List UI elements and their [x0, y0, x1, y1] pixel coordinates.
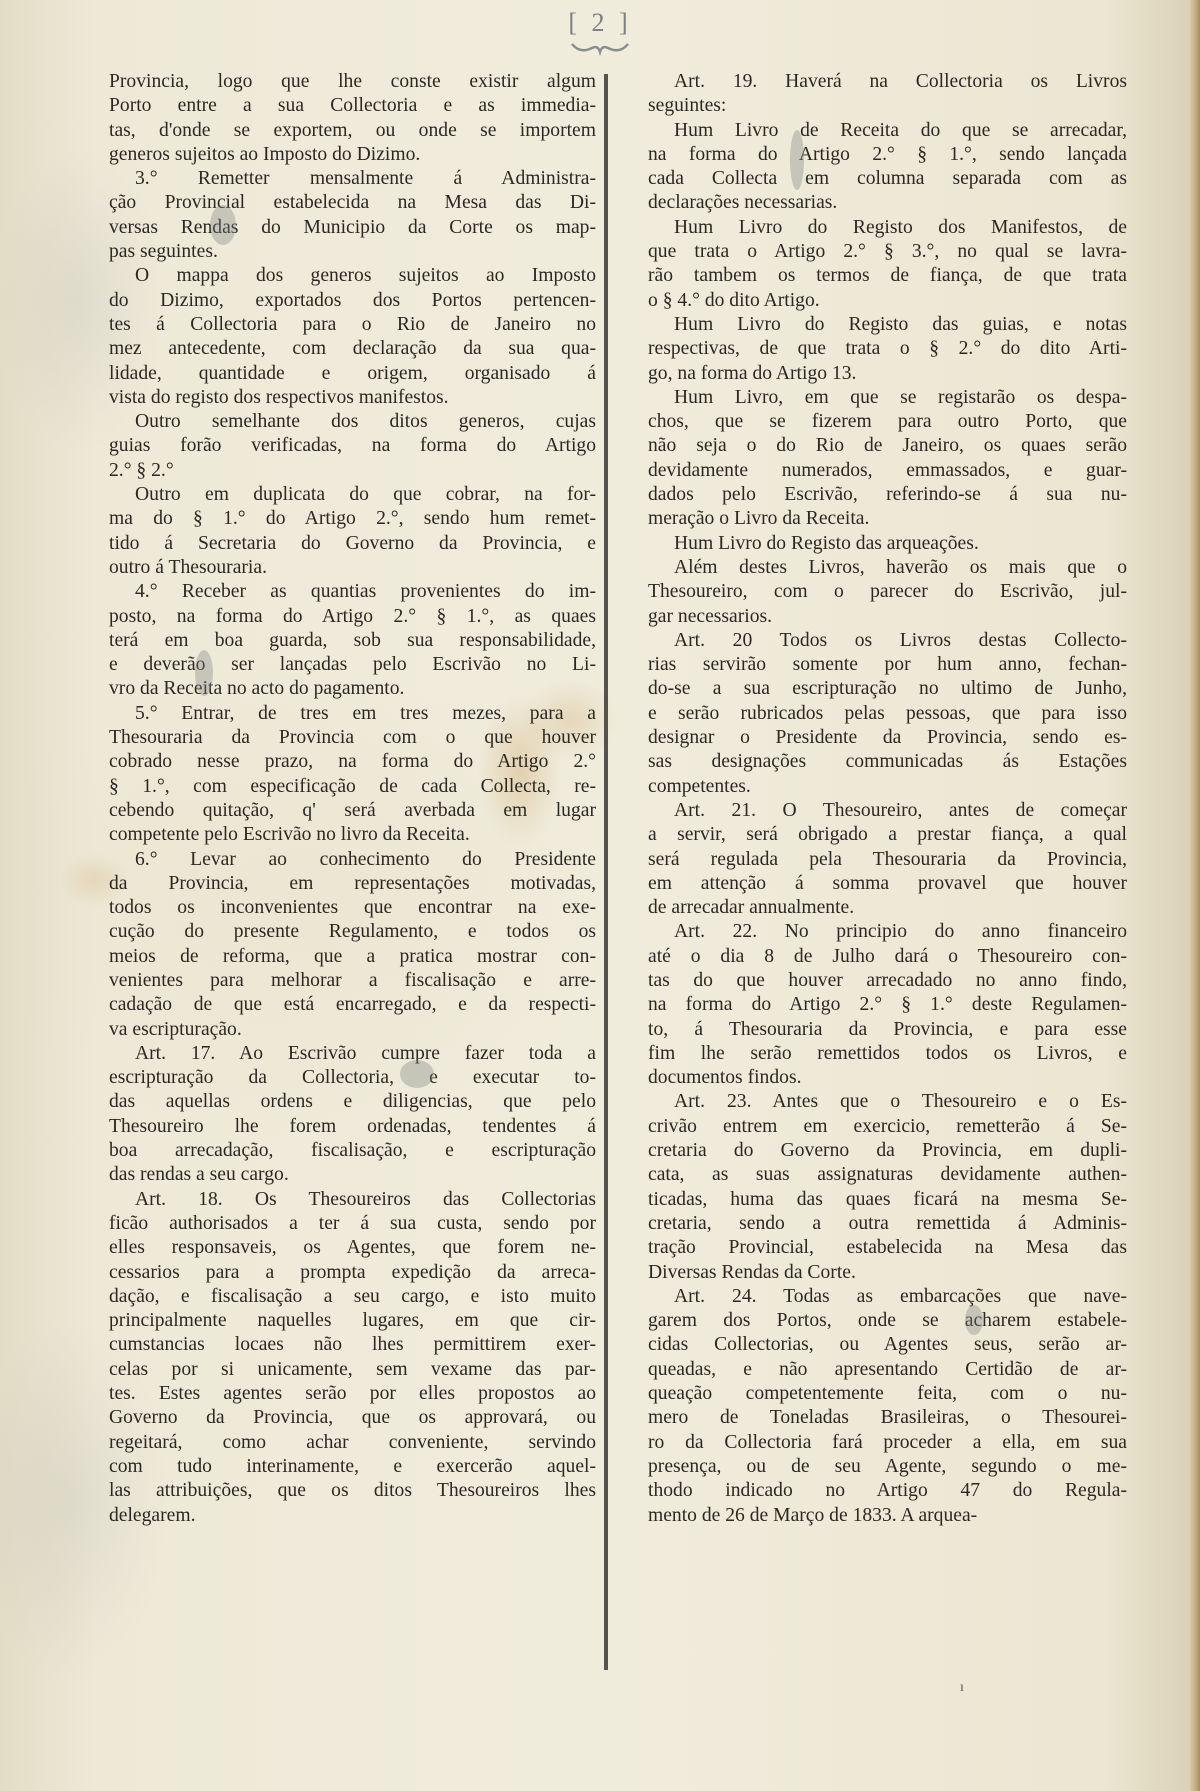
paragraph [83, 1042, 596, 1188]
text-line: Thesoureiro lhe forem ordenadas, tendentes á [109, 1115, 596, 1137]
text-line: escripturação da Collectoria, e executar to- [109, 1067, 596, 1089]
text-line: Art. 17. Ao Escrivão cumpre fazer toda a [135, 1042, 596, 1064]
text-line: competentes. [648, 775, 751, 797]
text-line: cada Collecta em columna separada com as [648, 168, 1127, 190]
paragraph [622, 1285, 1127, 1528]
text-line: va escripturação. [109, 1018, 242, 1040]
text-line: Thesoureiro, com o parecer do Escrivão, jul- [648, 581, 1127, 603]
text-line: tes á Collectoria para o Rio de Janeiro no [109, 313, 596, 335]
text-line: ma do § 1.° do Artigo 2.°, sendo hum remet- [109, 508, 596, 530]
footer-mark: ı [960, 1680, 964, 1695]
text-line: sas designações communicadas ás Estações [648, 751, 1127, 773]
paragraph [622, 532, 1127, 556]
text-line: 3.° Remetter mensalmente á Administra- [135, 168, 596, 190]
text-line: § 1.°, com especificação de cada Collecta, re- [109, 775, 596, 797]
text-line: rão tambem os termos de fiança, de que trata [648, 265, 1127, 287]
text-line: queação competentemente feita, com o nu- [648, 1383, 1127, 1405]
text-line: meração o Livro da Receita. [648, 508, 870, 530]
text-line: Thesouraria da Provincia com o que houver [109, 727, 596, 749]
text-line: 4.° Receber as quantias provenientes do im- [135, 581, 596, 603]
text-line: não seja o do Rio de Janeiro, os quaes serão [648, 435, 1127, 457]
text-line: e deverão ser lançadas pelo Escrivão no Li- [109, 654, 596, 676]
paragraph [622, 556, 1127, 629]
text-line: elles responsaveis, os Agentes, que forem ne- [109, 1237, 596, 1259]
text-line: 5.° Entrar, de tres em tres mezes, para a [135, 702, 596, 724]
text-line: crivão entrem em exercicio, remetterão á Se- [648, 1115, 1127, 1137]
text-line: Art. 23. Antes que o Thesoureiro e o Es- [674, 1091, 1127, 1113]
text-line: 2.° § 2.° [109, 459, 174, 481]
text-line: guias forão verificadas, na forma do Artigo [109, 435, 596, 457]
paragraph [622, 386, 1127, 532]
text-line: tas do que houver arrecadado no anno findo, [648, 969, 1127, 991]
text-line: cidas Collectorias, ou Agentes seus, serão ar- [648, 1334, 1127, 1356]
text-line: queadas, e não apresentando Certidão de ar- [648, 1358, 1127, 1380]
text-line: declarações necessarias. [648, 192, 838, 214]
text-line: designar o Presidente da Provincia, sendo es- [648, 727, 1127, 749]
text-line: Governo da Provincia, que os approvará, ou [109, 1407, 596, 1429]
page-number: [ 2 ] [568, 8, 632, 37]
text-line: Hum Livro, em que se registarão os despa- [674, 386, 1127, 408]
text-line: Provincia, logo que lhe conste existir algum [109, 71, 596, 92]
text-line: Porto entre a sua Collectoria e as immedia- [109, 95, 596, 117]
text-line: dação, e fiscalisação a seu cargo, e isto muito [109, 1285, 596, 1307]
text-line: pas seguintes. [109, 241, 218, 263]
text-line: O mappa dos generos sujeitos ao Imposto [135, 265, 596, 287]
water-stain [210, 205, 236, 245]
paragraph [83, 1188, 596, 1528]
text-line: boa arrecadação, fiscalisação, e escripturação [109, 1140, 596, 1162]
text-line: Outro em duplicata do que cobrar, na for- [135, 484, 596, 506]
text-line: na forma do Artigo 2.° § 1.° deste Regulamen- [648, 994, 1127, 1016]
text-line: cobrado nesse prazo, na forma do Artigo 2.° [109, 751, 596, 773]
text-line: das aquellas ordens e diligencias, que pelo [109, 1091, 596, 1113]
text-line: tas, d'onde se exportem, ou onde se importem [109, 119, 596, 141]
paragraph [83, 702, 596, 848]
paragraph [622, 920, 1127, 1090]
text-line: devidamente numerados, emmassados, e guar- [648, 459, 1127, 481]
text-line: ção Provincial estabelecida na Mesa das Di- [109, 192, 596, 214]
text-line: vista do registo dos respectivos manifestos. [109, 386, 449, 408]
text-line: seguintes: [648, 95, 727, 117]
text-line: cretaria, sendo a outra remettida á Adminis- [648, 1212, 1127, 1234]
page-edge-foxing [1190, 0, 1200, 1791]
paragraph [83, 580, 596, 701]
water-stain [965, 1305, 983, 1335]
text-line: go, na forma do Artigo 13. [648, 362, 857, 384]
text-line: da Provincia, em representações motivadas, [109, 872, 596, 894]
text-line: lidade, quantidade e origem, organisado á [109, 362, 596, 384]
text-line: Art. 21. O Thesoureiro, antes de começar [674, 799, 1127, 821]
text-line: outro á Thesouraria. [109, 556, 267, 578]
paragraph [622, 1090, 1127, 1284]
text-line: dados pelo Escrivão, referindo-se á sua nu- [648, 484, 1127, 506]
text-line: Diversas Rendas da Corte. [648, 1261, 856, 1283]
text-line: cebendo quitação, q' será averbada em lugar [109, 799, 596, 821]
text-line: delegarem. [109, 1504, 196, 1526]
text-line: cretaria do Governo da Provincia, em dupli- [648, 1140, 1127, 1162]
paragraph [83, 70, 596, 167]
text-line: Hum Livro do Registo das arqueações. [674, 532, 979, 554]
text-line: rias servirão somente por hum anno, fechan- [648, 654, 1127, 676]
text-line: mez antecedente, com declaração da sua qua- [109, 338, 596, 360]
text-line: tido á Secretaria do Governo da Provincia, e [109, 532, 596, 554]
paragraph [622, 216, 1127, 313]
text-line: até o dia 8 de Julho dará o Thesoureiro con- [648, 945, 1127, 967]
water-stain [400, 1060, 434, 1088]
water-stain [195, 650, 213, 696]
text-line: Além destes Livros, haverão os mais que o [674, 556, 1127, 578]
text-line: regeitará, como achar conveniente, servindo [109, 1431, 596, 1453]
decorative-brace-icon [570, 40, 630, 56]
text-line: Outro semelhante dos ditos generos, cujas [135, 411, 596, 433]
text-line: ficão authorisados a ter á sua custa, sendo por [109, 1212, 596, 1234]
text-line: do-se a sua escripturação no ultimo de Junho, [648, 678, 1127, 700]
text-line: Art. 22. No principio do anno financeiro [674, 921, 1127, 943]
text-line: Art. 19. Haverá na Collectoria os Livros [674, 71, 1127, 92]
text-line: chos, que se fizerem para outro Porto, que [648, 411, 1127, 433]
text-line: documentos findos. [648, 1067, 802, 1089]
text-line: las attribuições, que os ditos Thesoureiros lhes [109, 1480, 596, 1502]
paragraph [83, 483, 596, 580]
text-line: na forma do Artigo 2.° § 1.°, sendo lançada [648, 143, 1127, 165]
text-line: será regulada pela Thesouraria da Provincia, [648, 848, 1127, 870]
text-line: celas por si unicamente, sem vexame das par- [109, 1358, 596, 1380]
text-line: cumstancias locaes não lhes permittirem exer- [109, 1334, 596, 1356]
text-line: meios de reforma, que a pratica mostrar con- [109, 945, 596, 967]
text-line: venientes para melhorar a fiscalisação e arre- [109, 969, 596, 991]
text-line: de arrecadar annualmente. [648, 897, 855, 919]
text-line: mero de Toneladas Brasileiras, o Thesourei- [648, 1407, 1127, 1429]
text-line: tração Provincial, estabelecida na Mesa das [648, 1237, 1127, 1259]
right-column [622, 70, 1127, 1528]
text-line: Hum Livro de Receita do que se arrecadar, [674, 119, 1127, 141]
text-line: a servir, será obrigado a prestar fiança, a qual [648, 824, 1127, 846]
text-line: gar necessarios. [648, 605, 773, 627]
text-line: e serão rubricados pelas pessoas, que para isso [648, 702, 1127, 724]
column-divider-rule [604, 74, 608, 1670]
text-line: Art. 24. Todas as embarcações que nave- [674, 1285, 1127, 1307]
water-stain [790, 130, 804, 190]
paragraph [622, 119, 1127, 216]
text-line: com tudo interinamente, e exercerão aquel- [109, 1455, 596, 1477]
text-line: versas Rendas do Municipio da Corte os map- [109, 216, 596, 238]
text-line: competente pelo Escrivão no livro da Receita. [109, 824, 470, 846]
text-line: o § 4.° do dito Artigo. [648, 289, 820, 311]
text-line: ticadas, huma das quaes ficará na mesma Se- [648, 1188, 1127, 1210]
text-line: posto, na forma do Artigo 2.° § 1.°, as quaes [109, 605, 596, 627]
paragraph [622, 629, 1127, 799]
text-line: to, á Thesouraria da Provincia, e para esse [648, 1018, 1127, 1040]
text-line: cução do presente Regulamento, e todos os [109, 921, 596, 943]
text-line: Hum Livro do Registo das guias, e notas [674, 313, 1127, 335]
paragraph [622, 70, 1127, 119]
text-line: Art. 18. Os Thesoureiros das Collectorias [135, 1188, 596, 1210]
text-line: tes. Estes agentes serão por elles propostos ao [109, 1383, 596, 1405]
text-line: que trata o Artigo 2.° § 3.°, no qual se lavra- [648, 241, 1127, 263]
text-line: ro da Collectoria fará proceder a ella, em sua [648, 1431, 1127, 1453]
text-line: em attenção á somma provavel que houver [648, 872, 1127, 894]
text-line: thodo indicado no Artigo 47 do Regula- [648, 1480, 1127, 1502]
paragraph [83, 264, 596, 410]
text-line: mento de 26 de Março de 1833. A arquea- [648, 1504, 978, 1526]
text-line: vro da Receita no acto do pagamento. [109, 678, 405, 700]
text-line: principalmente naquelles lugares, em que cir- [109, 1310, 596, 1332]
text-line: cata, as suas assignaturas devidamente authen- [648, 1164, 1127, 1186]
text-line: todos os inconvenientes que encontrar na exe- [109, 897, 596, 919]
text-line: fim lhe serão remettidos todos os Livros, e [648, 1042, 1127, 1064]
text-line: garem dos Portos, onde se acharem estabele- [648, 1310, 1127, 1332]
text-line: Art. 20 Todos os Livros destas Collecto- [674, 629, 1127, 651]
text-line: do Dizimo, exportados dos Portos pertencen- [109, 289, 596, 311]
text-line: das rendas a seu cargo. [109, 1164, 289, 1186]
text-line: presença, ou de seu Agente, segundo o me- [648, 1455, 1127, 1477]
paragraph [83, 167, 596, 264]
text-line: cessarios para a prompta expedição da arreca- [109, 1261, 596, 1283]
paragraph [83, 848, 596, 1042]
text-line: respectivas, de que trata o § 2.° do dito Arti- [648, 338, 1127, 360]
text-line: cadação de que está encarregado, e da respecti- [109, 994, 596, 1016]
page-header [568, 8, 632, 58]
left-column [83, 70, 596, 1528]
paragraph [83, 410, 596, 483]
paragraph [622, 799, 1127, 920]
text-line: generos sujeitos ao Imposto do Dizimo. [109, 143, 421, 165]
text-line: terá em boa guarda, sob sua responsabilidade, [109, 629, 596, 651]
paragraph [622, 313, 1127, 386]
text-line: 6.° Levar ao conhecimento do Presidente [135, 848, 596, 870]
text-line: Hum Livro do Registo dos Manifestos, de [674, 216, 1127, 238]
